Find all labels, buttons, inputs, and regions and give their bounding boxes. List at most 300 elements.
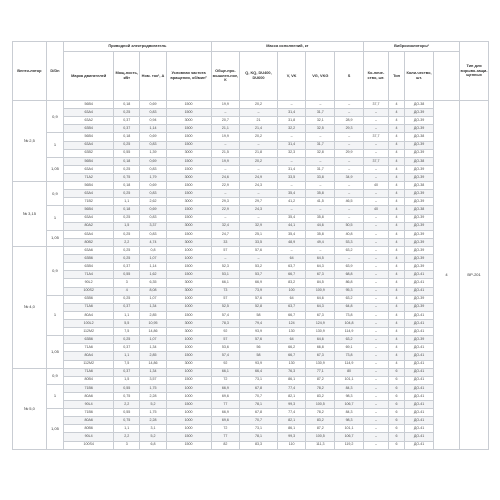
cell-current: 6,35 [140, 279, 166, 287]
cell-speed: 1500 [166, 157, 211, 165]
cell-type: 4 [388, 101, 404, 109]
cell-type: 4 [388, 222, 404, 230]
cell-s: – [335, 206, 364, 214]
cell-general: 77 [211, 401, 240, 409]
cell-qty: – [363, 230, 388, 238]
cell-vg: 32,5 [306, 125, 335, 133]
cell-type: ДО-41 [405, 417, 434, 425]
cell-power: 4 [114, 287, 140, 295]
table-row [13, 384, 489, 392]
cell-s: 53,3 [335, 238, 364, 246]
cell-current: 0,94 [140, 117, 166, 125]
cell-qty: – [363, 433, 388, 441]
table-row [13, 433, 489, 441]
cell-speed: 1500 [166, 376, 211, 384]
cell-power: 0,18 [114, 182, 140, 190]
cell-general: 57 [211, 295, 240, 303]
cell-mark: 71В6 [64, 409, 114, 417]
cell-type: ДО-41 [405, 360, 434, 368]
cell-vvk: 31,4 [277, 165, 306, 173]
table-row [13, 360, 489, 368]
cell-dd: 1 [46, 133, 63, 157]
cell-vg: 66,8 [306, 344, 335, 352]
cell-speed: 1500 [166, 182, 211, 190]
cell-general: 19,9 [211, 101, 240, 109]
cell-power: 0,37 [114, 125, 140, 133]
table-row [13, 141, 489, 149]
cell-fan: № 2,5 [13, 101, 47, 182]
cell-vg: – [306, 133, 335, 141]
cell-type: ДО-39 [405, 303, 434, 311]
cell-type: ДО-41 [405, 368, 434, 376]
cell-vvk: 100 [277, 287, 306, 295]
cell-vg: 77,1 [306, 368, 335, 376]
cell-current: 0,83 [140, 141, 166, 149]
cell-power: 5,5 [114, 319, 140, 327]
cell-speed: 3000 [166, 198, 211, 206]
cell-current: 1,07 [140, 255, 166, 263]
cell-speed: 1500 [166, 230, 211, 238]
cell-vg: – [306, 182, 335, 190]
cell-general: 78,3 [211, 319, 240, 327]
cell-power: 3 [114, 279, 140, 287]
cell-current: 0,69 [140, 101, 166, 109]
cell-speed: 3000 [166, 149, 211, 157]
cell-dd: 1,05 [46, 230, 63, 246]
cell-current: 3,37 [140, 222, 166, 230]
cell-vg: 64,6 [306, 295, 335, 303]
cell-power: 0,37 [114, 263, 140, 271]
cell-type: 4 [388, 109, 404, 117]
table-row [13, 222, 489, 230]
cell-current: 0,8 [140, 246, 166, 254]
cell-speed: 1000 [166, 336, 211, 344]
cell-type: ДО-38 [405, 182, 434, 190]
cell-power: 0,55 [114, 149, 140, 157]
cell-mark: 71А4 [64, 271, 114, 279]
cell-q: 21,8 [240, 149, 277, 157]
cell-type: 4 [388, 141, 404, 149]
cell-vvk: 110 [277, 441, 306, 449]
cell-vg: 64,5 [306, 255, 335, 263]
cell-q: – [240, 214, 277, 222]
cell-fan: № 5,0 [13, 368, 47, 449]
cell-q: 29,7 [240, 198, 277, 206]
cell-type: ДО-38 [405, 101, 434, 109]
cell-type: ДО-41 [405, 425, 434, 433]
cell-speed: 1500 [166, 206, 211, 214]
cell-type: ДО-39 [405, 141, 434, 149]
table-row [13, 263, 489, 271]
cell-vg: 84,5 [306, 279, 335, 287]
cell-type: 4 [388, 157, 404, 165]
cell-current: 1,07 [140, 336, 166, 344]
cell-speed: 3000 [166, 319, 211, 327]
cell-type: ДО-39 [405, 149, 434, 157]
cell-qty: – [363, 246, 388, 254]
cell-mark: 80А6 [64, 417, 114, 425]
cell-vvk: 66,7 [277, 311, 306, 319]
cell-general: 57 [211, 246, 240, 254]
cell-qty: – [363, 360, 388, 368]
cell-vg: 83,2 [306, 417, 335, 425]
cell-vvk: 77,4 [277, 384, 306, 392]
cell-power: 1,1 [114, 198, 140, 206]
cell-type: ДО-41 [405, 344, 434, 352]
cell-mark: 71А6 [64, 368, 114, 376]
cell-q: 20,2 [240, 133, 277, 141]
cell-current: 0,83 [140, 109, 166, 117]
cell-type: ДО-39 [405, 125, 434, 133]
cell-s: 46,5 [335, 198, 364, 206]
cell-current: 0,69 [140, 182, 166, 190]
cell-power: 0,25 [114, 109, 140, 117]
cell-qty: – [363, 109, 388, 117]
cell-speed: 1000 [166, 384, 211, 392]
cell-speed: 1500 [166, 125, 211, 133]
table-row [13, 182, 489, 190]
header-power: Мощ-ность, кВт [114, 52, 140, 101]
cell-type: 4 [388, 328, 404, 336]
cell-type: 4 [388, 198, 404, 206]
cell-q: 33,5 [240, 238, 277, 246]
cell-type: 4 [388, 255, 404, 263]
specification-table [12, 41, 489, 450]
cell-speed: 3000 [166, 117, 211, 125]
cell-type: ДО-39 [405, 165, 434, 173]
cell-q: 57,6 [240, 246, 277, 254]
cell-s: 28,9 [335, 117, 364, 125]
cell-speed: 1000 [166, 368, 211, 376]
cell-type: ДО-39 [405, 198, 434, 206]
cell-vg: 35,8 [306, 230, 335, 238]
cell-qty: – [363, 238, 388, 246]
cell-mark: 80В4 [64, 376, 114, 384]
cell-s: – [335, 190, 364, 198]
cell-mark: 71В6 [64, 384, 114, 392]
cell-type: 4 [388, 149, 404, 157]
cell-dd: 1,05 [46, 336, 63, 368]
cell-speed: 1500 [166, 190, 211, 198]
cell-general: 57 [211, 336, 240, 344]
cell-current: 2,28 [140, 392, 166, 400]
cell-speed: 1000 [166, 344, 211, 352]
cell-general: 52,3 [211, 263, 240, 271]
cell-current: 1,39 [140, 149, 166, 157]
cell-mark: 63А2 [64, 117, 114, 125]
cell-type: 4 [388, 238, 404, 246]
header-mark: Марка двигателей [64, 52, 114, 101]
cell-q: – [240, 190, 277, 198]
cell-general: 22,9 [211, 206, 240, 214]
cell-q: 53,2 [240, 263, 277, 271]
cell-s: 64,8 [335, 303, 364, 311]
cell-dd: 1 [46, 206, 63, 230]
cell-mark: 63В6 [64, 295, 114, 303]
header-current: Ном. ток¹, А [140, 52, 166, 101]
cell-q: 32,9 [240, 222, 277, 230]
cell-power: 0,25 [114, 141, 140, 149]
cell-vvk: 66,2 [277, 344, 306, 352]
cell-vg: 64,3 [306, 303, 335, 311]
cell-power: 7,5 [114, 328, 140, 336]
table-row [13, 101, 489, 109]
cell-current: 0,83 [140, 165, 166, 173]
cell-q: 67,8 [240, 384, 277, 392]
cell-q: 73,1 [240, 376, 277, 384]
cell-speed: 3000 [166, 360, 211, 368]
cell-s: – [335, 101, 364, 109]
cell-type: ДО-41 [405, 319, 434, 327]
table-row [13, 125, 489, 133]
cell-qty: – [363, 344, 388, 352]
cell-current: 0,69 [140, 206, 166, 214]
cell-type: ДО-39 [405, 255, 434, 263]
cell-type: ДО-39 [405, 336, 434, 344]
cell-qty: – [363, 190, 388, 198]
cell-vvk: 66,7 [277, 271, 306, 279]
cell-power: 0,37 [114, 303, 140, 311]
cell-current: 1,14 [140, 263, 166, 271]
cell-q: 73,9 [240, 287, 277, 295]
cell-qty: 40 [363, 182, 388, 190]
cell-speed: 1000 [166, 246, 211, 254]
cell-general: 73 [211, 287, 240, 295]
cell-general: 57,4 [211, 352, 240, 360]
cell-s: 63,2 [335, 246, 364, 254]
cell-q: 21,4 [240, 125, 277, 133]
cell-type: 4 [388, 206, 404, 214]
cell-vvk: 99,3 [277, 401, 306, 409]
cell-vvk: 82,1 [277, 392, 306, 400]
cell-q: 93,9 [240, 360, 277, 368]
cell-power: 7,5 [114, 360, 140, 368]
cell-general: 53,1 [211, 271, 240, 279]
cell-type: 4 [388, 279, 404, 287]
cell-mark: 63А6 [64, 246, 114, 254]
cell-s: 104,8 [335, 319, 364, 327]
cell-current: 1,62 [140, 271, 166, 279]
cell-power: 0,25 [114, 214, 140, 222]
header-qty2: Коли-чество, шт. [405, 52, 434, 101]
cell-q: – [240, 165, 277, 173]
cell-power: 0,25 [114, 230, 140, 238]
cell-q: 78,1 [240, 433, 277, 441]
cell-current: 5,2 [140, 433, 166, 441]
cell-dd: 0,9 [46, 182, 63, 206]
cell-speed: 1000 [166, 303, 211, 311]
table-row [13, 198, 489, 206]
cell-general: 69,6 [211, 417, 240, 425]
cell-qty: – [363, 441, 388, 449]
cell-power: 0,75 [114, 392, 140, 400]
cell-vvk: 76,3 [277, 368, 306, 376]
cell-vg: 64,6 [306, 336, 335, 344]
cell-qty: – [363, 392, 388, 400]
cell-type: 6 [388, 433, 404, 441]
table-row [13, 214, 489, 222]
table-row [13, 441, 489, 449]
cell-power: 1,1 [114, 352, 140, 360]
cell-vvk: – [277, 157, 306, 165]
cell-mark: 63А4 [64, 165, 114, 173]
cell-mark: 112М2 [64, 360, 114, 368]
cell-current: 6,8 [140, 441, 166, 449]
cell-power: 0,18 [114, 133, 140, 141]
cell-q: 70,7 [240, 392, 277, 400]
cell-mark: 63А4 [64, 214, 114, 222]
cell-speed: 3000 [166, 173, 211, 181]
cell-type: ДО-41 [405, 271, 434, 279]
cell-type: 4 [388, 271, 404, 279]
cell-type: ДО-41 [405, 441, 434, 449]
cell-vg: – [306, 206, 335, 214]
cell-vg: 64,3 [306, 263, 335, 271]
cell-s: 73,8 [335, 352, 364, 360]
cell-type: ДО-39 [405, 109, 434, 117]
cell-type: ДО-41 [405, 433, 434, 441]
table-row [13, 157, 489, 165]
cell-qty: – [363, 352, 388, 360]
cell-type: 4 [388, 133, 404, 141]
cell-current: 0,69 [140, 133, 166, 141]
cell-current: 0,83 [140, 214, 166, 222]
table-row [13, 190, 489, 198]
cell-qty2: 4 [433, 101, 459, 450]
cell-general: 24,6 [211, 173, 240, 181]
cell-power: 1,1 [114, 425, 140, 433]
cell-mark: 56В4 [64, 157, 114, 165]
cell-s: – [335, 141, 364, 149]
cell-q: 21 [240, 117, 277, 125]
cell-qty: – [363, 336, 388, 344]
cell-vvk: 63,7 [277, 303, 306, 311]
cell-type: 4 [388, 246, 404, 254]
cell-vg: 33,8 [306, 173, 335, 181]
cell-vg: 100,9 [306, 287, 335, 295]
cell-vvk: 64 [277, 295, 306, 303]
cell-vvk: 83,2 [277, 279, 306, 287]
cell-s: 34,9 [335, 173, 364, 181]
cell-s: 114,9 [335, 360, 364, 368]
cell-power: 0,37 [114, 368, 140, 376]
cell-qty: – [363, 173, 388, 181]
cell-s: – [335, 165, 364, 173]
cell-vg: 124,9 [306, 319, 335, 327]
cell-qty: – [363, 409, 388, 417]
header-vibtype: Тип для взрыво-защи-щенных [460, 42, 489, 101]
cell-speed: 1500 [166, 311, 211, 319]
cell-type: 6 [388, 441, 404, 449]
cell-q: – [240, 255, 277, 263]
cell-vvk: 44,1 [277, 222, 306, 230]
cell-s: 69,1 [335, 344, 364, 352]
cell-general: 53,6 [211, 344, 240, 352]
cell-q: 24,9 [240, 173, 277, 181]
cell-power: 0,25 [114, 295, 140, 303]
cell-power: 0,75 [114, 173, 140, 181]
table-row [13, 206, 489, 214]
cell-general: 66,9 [211, 409, 240, 417]
cell-mark: 80А6 [64, 392, 114, 400]
cell-vvk: 86,1 [277, 425, 306, 433]
cell-q: 24,3 [240, 182, 277, 190]
cell-mark: 80А2 [64, 222, 114, 230]
cell-general: 21,1 [211, 125, 240, 133]
cell-speed: 1500 [166, 352, 211, 360]
cell-vvk: 99,3 [277, 433, 306, 441]
cell-qty: – [363, 141, 388, 149]
cell-general: – [211, 141, 240, 149]
cell-speed: 3000 [166, 222, 211, 230]
cell-type: ДО-39 [405, 230, 434, 238]
table-row [13, 230, 489, 238]
cell-vvk: 86,1 [277, 376, 306, 384]
cell-mark: 63А4 [64, 230, 114, 238]
table-row [13, 173, 489, 181]
cell-q: 83,3 [240, 441, 277, 449]
cell-vvk: 124 [277, 319, 306, 327]
cell-vg: 41,5 [306, 198, 335, 206]
cell-current: 0,83 [140, 190, 166, 198]
cell-general: 57,4 [211, 311, 240, 319]
cell-q: 20,2 [240, 101, 277, 109]
cell-vvk: 82,1 [277, 417, 306, 425]
cell-type: ДО-39 [405, 263, 434, 271]
cell-power: 0,55 [114, 409, 140, 417]
cell-s: 80 [335, 368, 364, 376]
cell-mark: 100S4 [64, 441, 114, 449]
cell-vvk: – [277, 206, 306, 214]
cell-vg: 78,2 [306, 409, 335, 417]
cell-general: 66,9 [211, 384, 240, 392]
cell-speed: 1500 [166, 141, 211, 149]
cell-vg: – [306, 157, 335, 165]
cell-speed: 1500 [166, 109, 211, 117]
cell-speed: 1000 [166, 425, 211, 433]
cell-vvk: 64 [277, 336, 306, 344]
cell-q: 70,7 [240, 417, 277, 425]
cell-qty: – [363, 198, 388, 206]
cell-vg: 130,9 [306, 360, 335, 368]
cell-power: 0,25 [114, 190, 140, 198]
cell-qty: – [363, 165, 388, 173]
table-row [13, 271, 489, 279]
cell-q: – [240, 141, 277, 149]
cell-vg: 130,9 [306, 328, 335, 336]
cell-mark: 63В6 [64, 255, 114, 263]
cell-dd: 1 [46, 384, 63, 408]
cell-type: 4 [388, 303, 404, 311]
cell-qty: – [363, 279, 388, 287]
table-row [13, 117, 489, 125]
cell-general: 82 [211, 441, 240, 449]
cell-speed: 1000 [166, 392, 211, 400]
cell-mark: 100L2 [64, 319, 114, 327]
cell-mark: 63В2 [64, 149, 114, 157]
cell-q: 25,1 [240, 230, 277, 238]
cell-mark: 80В2 [64, 238, 114, 246]
cell-q: 52,8 [240, 303, 277, 311]
table-row [13, 238, 489, 246]
table-row [13, 133, 489, 141]
cell-type: 4 [388, 165, 404, 173]
cell-dd: 0,9 [46, 246, 63, 295]
cell-general: 77 [211, 433, 240, 441]
cell-fan: № 4,0 [13, 246, 47, 368]
table-header [13, 42, 489, 101]
cell-mark: 56В4 [64, 101, 114, 109]
